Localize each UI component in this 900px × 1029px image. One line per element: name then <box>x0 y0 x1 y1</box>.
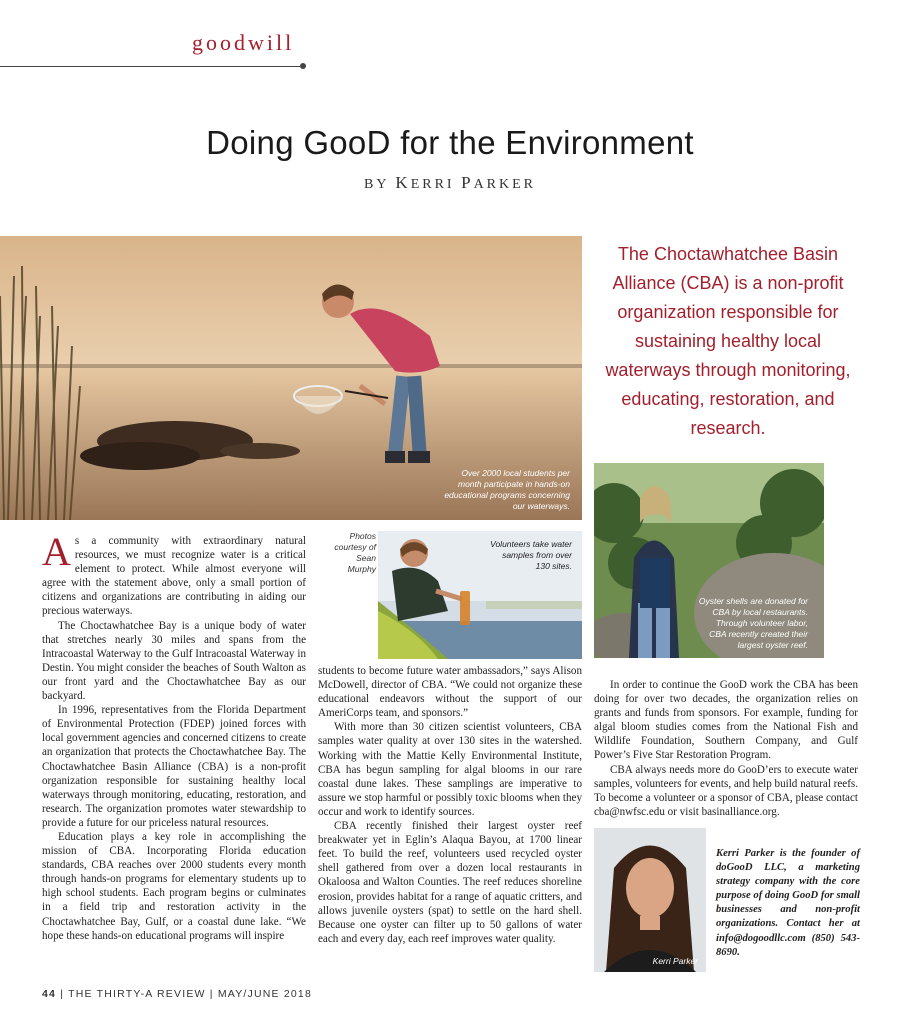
photo-credit: Photos courtesy of Sean Murphy <box>334 531 376 574</box>
main-photo-caption: Over 2000 local students per month participate in hands-on educational programs concerning our waterways. <box>444 468 570 511</box>
paragraph-1-text: s a community with extraordinary natural resources, we must recognize water is a critical element to protect. While almost everyone will agree with the statement above, only a small portion of citizens and organizations are contributing in aiding our precious waterways. <box>42 535 306 618</box>
paragraph-5: students to become future water ambassadors,” says Alison McDowell, director of CBA. “We could not organize these educational endeavors without the support of our AmeriCorps team, and sponsors.” <box>318 665 582 720</box>
paragraph-9: CBA always needs more do GooD’ers to execute water samples, volunteers for events, and help build natural reefs. To become a volunteer or a sponsor of CBA, please contact cba@nwfsc.edu or visit basinalliance.org. <box>594 763 859 818</box>
main-photo-student-net <box>0 236 582 520</box>
footer-separator-2: | <box>209 988 214 1000</box>
paragraph-8: In order to continue the GooD work the CBA has been doing for over two decades, the organization relies on grants and funds from sponsors. For example, funding for algal bloom studies comes from the National Fish and Wildlife Foundation, Southern Company, and Gulf Power’s Five Star Restoration Program. <box>594 679 858 762</box>
oyster-photo <box>594 463 824 658</box>
article-title: Doing GooD for the Environment <box>206 124 694 161</box>
issue-date: MAY/JUNE 2018 <box>217 988 313 1000</box>
drop-cap: A <box>42 529 71 574</box>
pull-quote: The Choctawhatchee Basin Alliance (CBA) is a non-profit organization responsible for sustaining healthy local waterways through monitoring, educating, restoration, and research. <box>605 244 851 438</box>
author-photo <box>594 828 706 972</box>
article-column-2 <box>318 664 582 946</box>
byline-initial-1: K <box>395 173 411 192</box>
byline-prefix: BY <box>363 177 389 192</box>
author-photo-caption: Kerri Parker <box>652 956 698 966</box>
page-footer <box>42 988 312 1000</box>
byline-rest-2: ARKER <box>473 177 537 192</box>
oyster-photo-caption: Oyster shells are donated for CBA by local restaurants. Through volunteer labor, CBA recently created their largest oyster reef. <box>698 596 808 650</box>
paragraph-4: Education plays a key role in accomplishing the mission of CBA. Incorporating Florida education standards, CBA reaches over 2000 students every month through hands-on programs for elementary students up to high school students. Each program begins or culminates in a field trip and restoration activity in the Choctawhatchee Bay, Gulf, or a coastal dune lake. “We hope these hands-on educational programs will inspire <box>42 830 306 942</box>
paragraph-1 <box>42 529 306 619</box>
byline-initial-2: P <box>461 173 474 192</box>
page-number: 44 <box>42 988 57 1000</box>
header-rule-dot <box>300 63 306 69</box>
section-tag: goodwill <box>192 30 295 55</box>
header-rule <box>0 66 302 67</box>
water-sample-photo <box>378 531 582 659</box>
author-bio: Kerri Parker is the founder of doGooD LLC, a marketing strategy company with the core purpose of doing GooD for small businesses and non-profit organizations. Contact her at info@dogoodllc.com (850) 543-8690. <box>716 848 860 958</box>
byline-rest-1: ERRI <box>410 177 455 192</box>
paragraph-7: CBA recently finished their largest oyster reef breakwater yet in Eglin’s Alaqua Bayou, at 1700 linear feet. To build the reef, volunteers used recycled oyster shell gathered from over a dozen local restaurants in Okaloosa and Walton Counties. The reef reduces shoreline erosion, provides habitat for a range of aquatic critters, and allows juvenile oysters (spat) to settle on the hard shell. Because one oyster can filter up to 50 gallons of water each and every day, each reef improves water quality. <box>318 820 582 945</box>
water-photo-caption: Volunteers take water samples from over 130 sites. <box>490 539 572 571</box>
article-column-1 <box>42 529 306 943</box>
author-photo-illustration <box>594 828 706 972</box>
footer-separator-1: | <box>60 988 65 1000</box>
paragraph-2: The Choctawhatchee Bay is a unique body of water that stretches nearly 30 miles and spans from the Intracoastal Waterway to the Gulf Intracoastal Waterway in Destin. You might consider the beaches of South Walton as our front yard and the Choctawhatchee Bay as our backyard. <box>42 619 306 703</box>
byline <box>0 173 900 193</box>
paragraph-3: In 1996, representatives from the Florida Department of Environmental Protection (FDEP) joined forces with local government agencies and concerned citizens to create an organization that protects the Choctawhatchee Bay. The Choctawhatchee Basin Alliance (CBA) is a non-profit organization responsible for sustaining healthy local waterways through monitoring, educating, restoration, and research. The organization promotes water stewardship to provide a future for our priceless natural resources. <box>42 704 306 829</box>
article-column-3 <box>594 678 858 819</box>
paragraph-6: With more than 30 citizen scientist volunteers, CBA samples water quality at over 130 sites in the watershed. Working with the Mattie Kelly Environmental Institute, CBA has begun sampling for algal blooms in our rare coastal dune lakes. These samplings are imperative to assure we stop harmful or possibly toxic blooms when they occur and work to identify sources. <box>318 721 582 818</box>
publication-name: THE THIRTY-A REVIEW <box>68 988 206 1000</box>
